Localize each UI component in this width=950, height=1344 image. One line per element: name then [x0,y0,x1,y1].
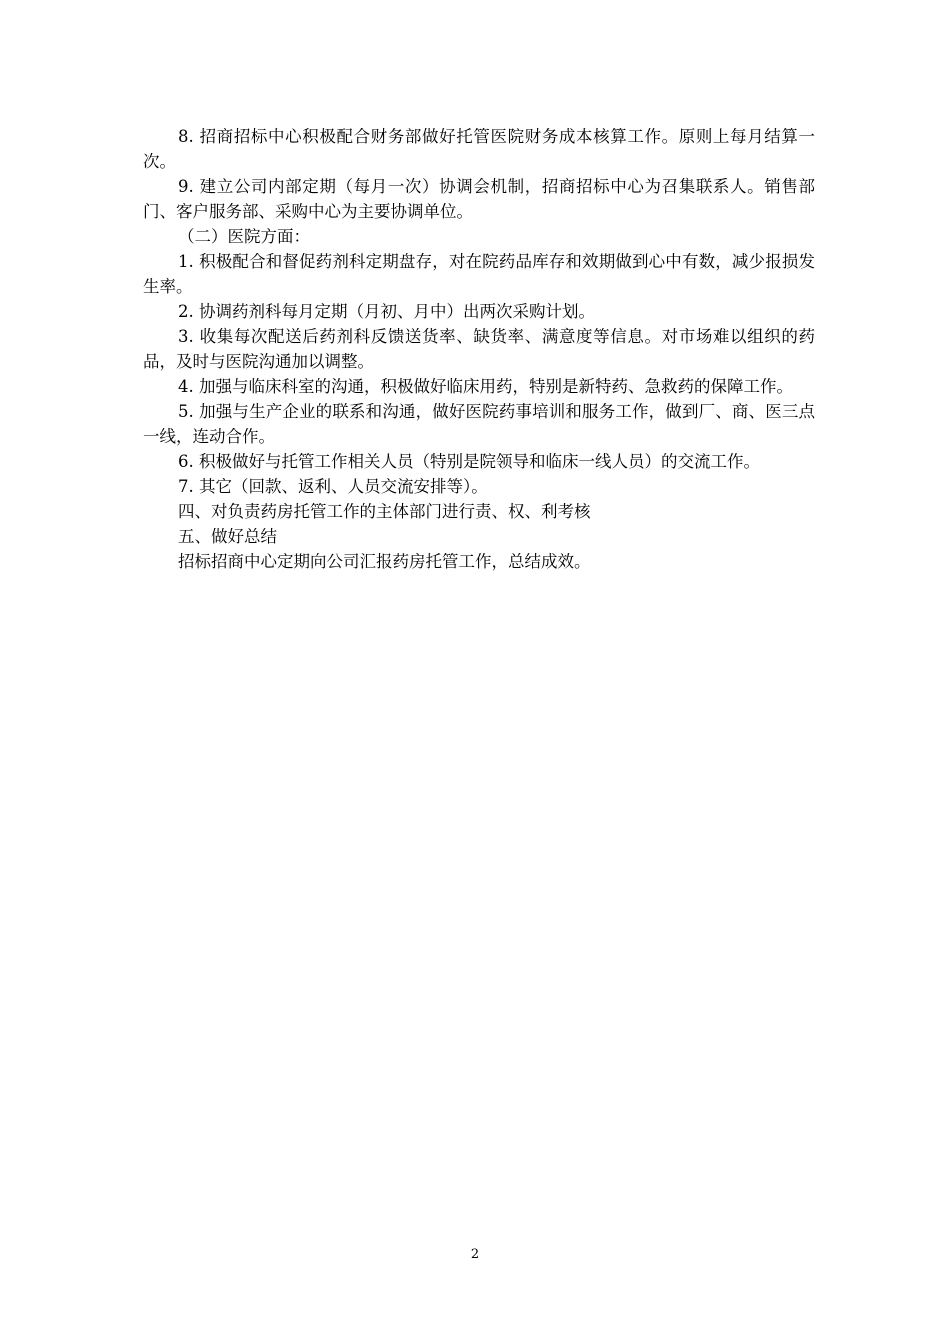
document-body [143,124,815,574]
section-heading-summary: 五、做好总结 [178,527,277,546]
page-number: 2 [470,1247,480,1262]
paragraph-item-6-communication: 6. 积极做好与托管工作相关人员（特别是院领导和临床一线人员）的交流工作。 [178,452,760,471]
paragraph-summary-report: 招标招商中心定期向公司汇报药房托管工作，总结成效。 [178,552,591,571]
paragraph-item-9-meeting: 9. 建立公司内部定期（每月一次）协调会机制，招商招标中心为召集联系人。销售部门、客户服务部、采购中心为主要协调单位。 [143,177,815,221]
paragraph-item-4-clinical: 4. 加强与临床科室的沟通，积极做好临床用药，特别是新特药、急救药的保障工作。 [178,377,793,396]
paragraph-item-5-manufacturers: 5. 加强与生产企业的联系和沟通，做好医院药事培训和服务工作，做到厂、商、医三点一线，连动合作。 [143,402,815,446]
paragraph-item-7-other: 7. 其它（回款、返利、人员交流安排等）。 [178,477,488,496]
section-heading-hospital: （二）医院方面： [178,227,310,246]
paragraph-item-8-finance: 8. 招商招标中心积极配合财务部做好托管医院财务成本核算工作。原则上每月结算一次。 [143,127,815,171]
paragraph-item-3-feedback: 3. 收集每次配送后药剂科反馈送货率、缺货率、满意度等信息。对市场难以组织的药品，及时与医院沟通加以调整。 [143,327,815,371]
paragraph-item-1-inventory: 1. 积极配合和督促药剂科定期盘存，对在院药品库存和效期做到心中有数，减少报损发生率。 [143,252,815,296]
paragraph-item-2-procurement: 2. 协调药剂科每月定期（月初、月中）出两次采购计划。 [178,302,595,321]
section-heading-assessment: 四、对负责药房托管工作的主体部门进行责、权、利考核 [178,502,591,521]
